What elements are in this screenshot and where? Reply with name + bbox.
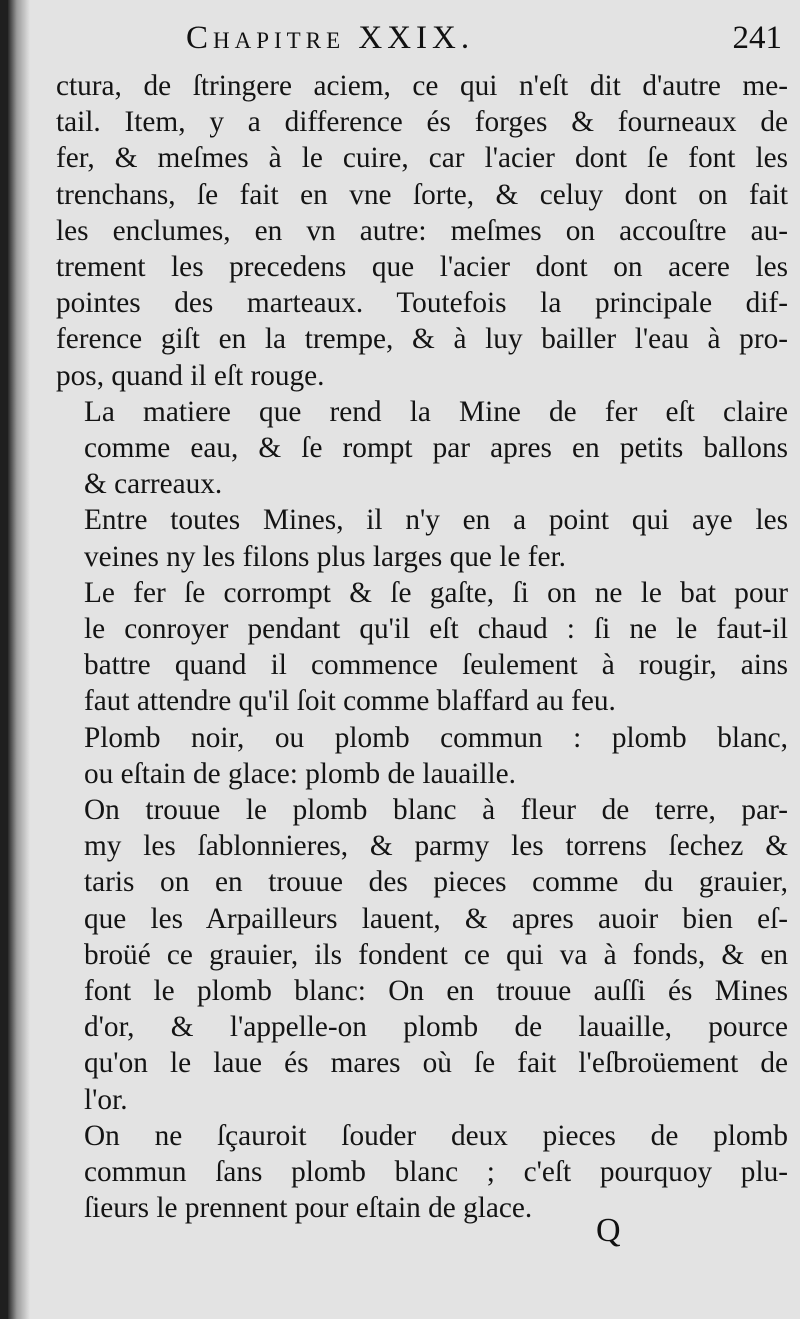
running-head: Chapitre XXIX. (186, 20, 475, 56)
text-line: broüé ce grauier, ils fondent ce qui va à fonds, & en (84, 938, 788, 971)
paragraph (56, 1118, 788, 1227)
text-line: comme eau, & ſe rompt par apres en petits ballons (84, 432, 788, 465)
text-line: les enclumes, en vn autre: meſmes on accouſtre au- (56, 214, 788, 247)
text-line: ference giſt en la trempe, & à luy bailler l'eau à pro- (56, 323, 788, 356)
text-line: ſieurs le prennent pour eſtain de glace. (84, 1192, 533, 1225)
text-line: trement les precedens que l'acier dont on acere les (56, 251, 788, 284)
book-page (8, 0, 800, 1319)
text-line: La matiere que rend la Mine de fer eſt claire (84, 395, 788, 428)
text-line: Plomb noir, ou plomb commun : plomb blanc, (84, 721, 788, 754)
text-line: font le plomb blanc: On en trouue auſſi és Mines (84, 975, 788, 1008)
text-line: ou eſtain de glace: plomb de lauaille. (84, 757, 516, 790)
paragraph (56, 575, 788, 720)
text-line: taris on en trouue des pieces comme du grauier, (84, 866, 788, 899)
text-line: fer, & meſmes à le cuire, car l'acier dont ſe font les (56, 142, 788, 175)
paragraph (56, 720, 788, 792)
text-line: qu'on le laue és mares où ſe fait l'eſbroüement de (84, 1047, 788, 1080)
text-line: my les ſablonnieres, & parmy les torrens ſechez & (84, 830, 788, 863)
paragraph (56, 68, 788, 394)
text-line: commun ſans plomb blanc ; c'eſt pourquoy plu- (84, 1156, 788, 1189)
text-line: Le fer ſe corrompt & ſe gaſte, ſi on ne le bat pour (84, 576, 788, 609)
text-line: Entre toutes Mines, il n'y en a point qui aye les (84, 504, 788, 537)
text-line: trenchans, ſe fait en vne ſorte, & celuy dont on fait (56, 178, 788, 211)
text-line: battre quand il commence ſeulement à rougir, ains (84, 649, 788, 682)
text-line: l'or. (84, 1083, 128, 1116)
paragraph (56, 792, 788, 1118)
paragraph (56, 502, 788, 574)
text-line: On trouue le plomb blanc à fleur de terre, par- (84, 794, 788, 827)
text-line: veines ny les filons plus larges que le fer. (84, 540, 566, 573)
catchword: Q (596, 1212, 621, 1249)
page-number: 241 (732, 20, 782, 56)
body-text (56, 68, 788, 1227)
text-line: On ne ſçauroit ſouder deux pieces de plomb (84, 1119, 788, 1152)
page-header (158, 18, 798, 70)
text-line: faut attendre qu'il ſoit comme blaffard au feu. (84, 685, 616, 718)
text-line: ctura, de ſtringere aciem, ce qui n'eſt dit d'autre me- (56, 70, 788, 102)
text-line: d'or, & l'appelle-on plomb de lauaille, pource (84, 1011, 788, 1044)
text-line: le conroyer pendant qu'il eſt chaud : ſi ne le faut-il (84, 613, 788, 646)
text-line: pointes des marteaux. Toutefois la principale dif- (56, 287, 788, 320)
text-line: & carreaux. (84, 468, 223, 501)
text-line: tail. Item, y a difference és forges & fourneaux de (56, 106, 788, 139)
paragraph (56, 394, 788, 503)
text-line: pos, quand il eſt rouge. (56, 359, 325, 392)
text-line: que les Arpailleurs lauent, & apres auoir bien eſ- (84, 902, 788, 935)
